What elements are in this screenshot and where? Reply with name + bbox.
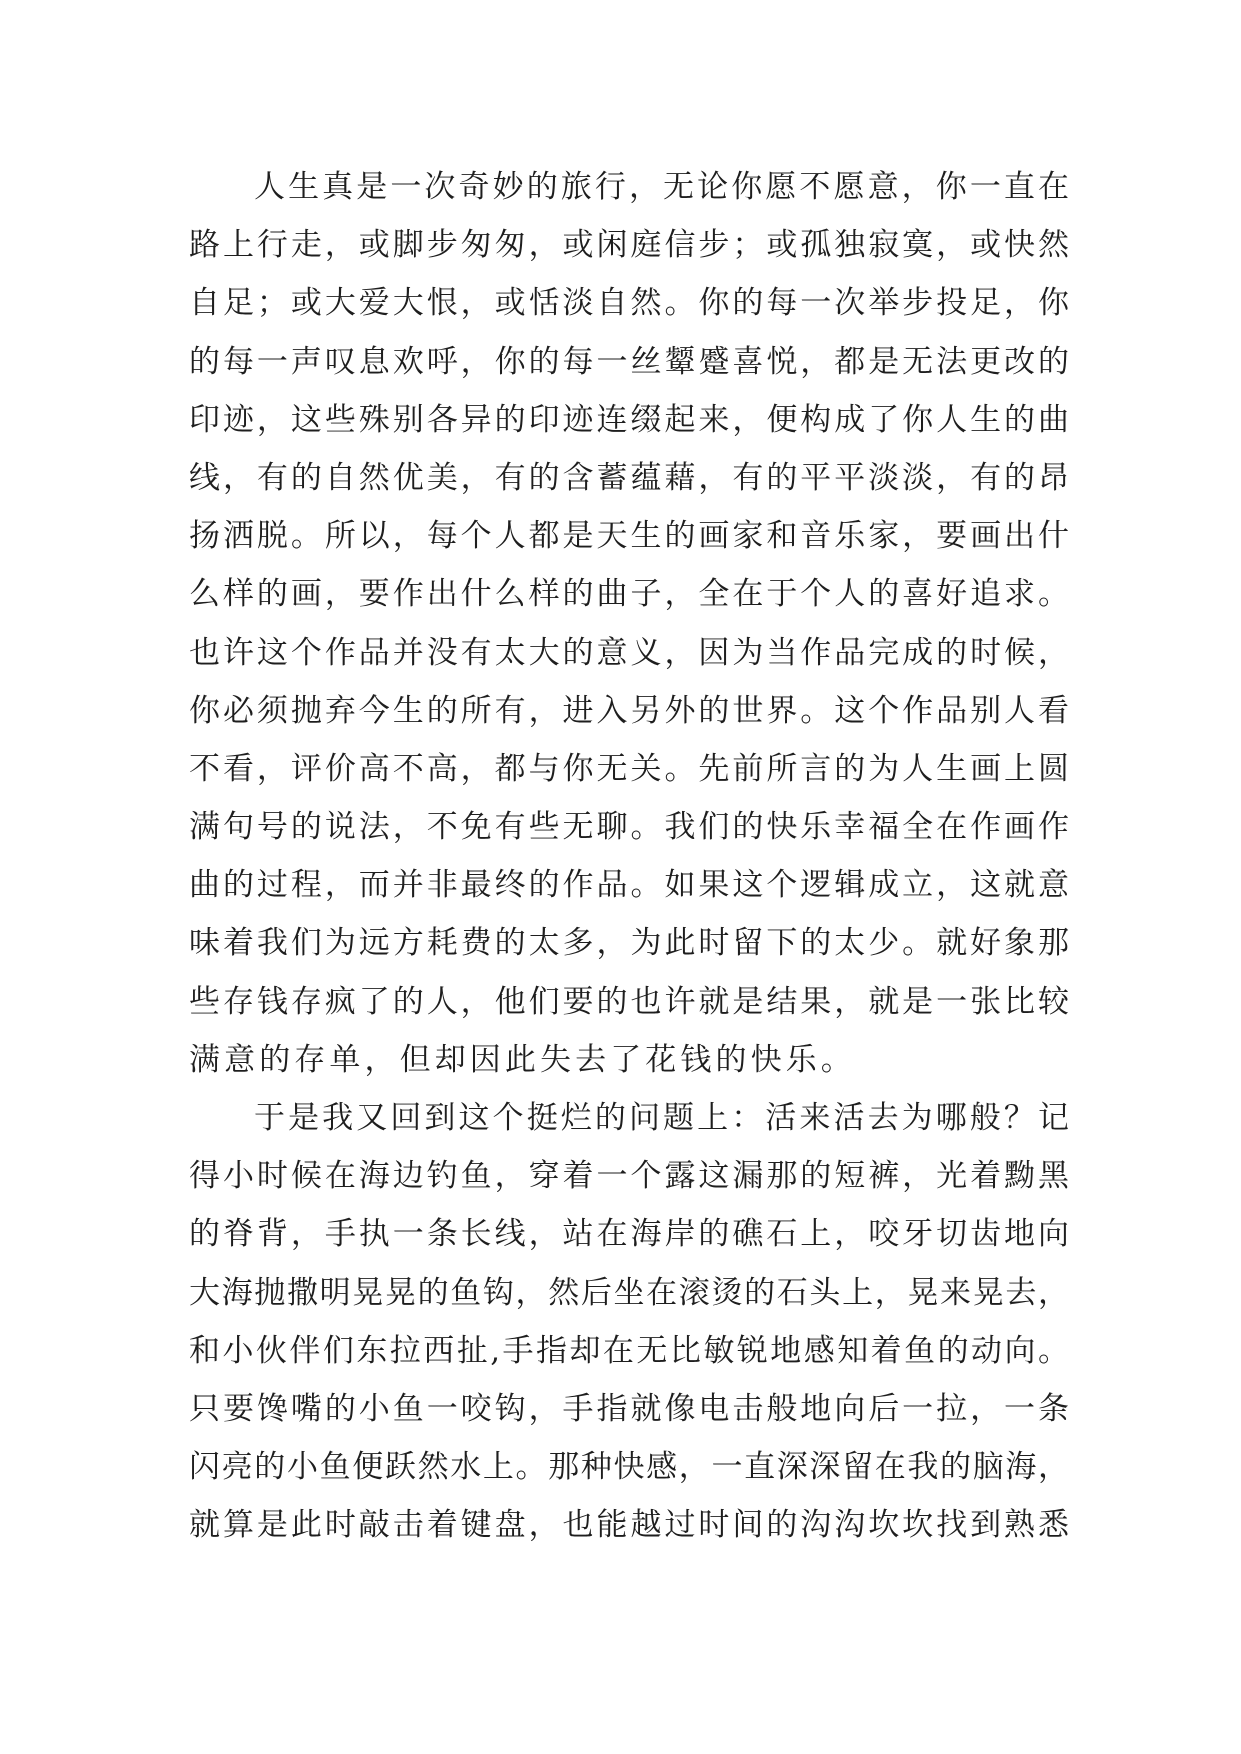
paragraph-1-line-5: 印迹，这些殊别各异的印迹连缀起来，便构成了你人生的曲 xyxy=(189,401,1069,438)
paragraph-2-line-3: 的脊背，手执一条长线，站在海岸的礁石上，咬牙切齿地向 xyxy=(189,1216,1069,1253)
paragraph-1-line-2: 路上行走，或脚步匆匆，或闲庭信步；或孤独寂寞，或快然 xyxy=(189,227,1069,264)
paragraph-1-line-12: 满句号的说法，不免有些无聊。我们的快乐幸福全在作画作 xyxy=(189,809,1069,846)
paragraph-1-line-13: 曲的过程，而并非最终的作品。如果这个逻辑成立，这就意 xyxy=(189,867,1069,904)
paragraph-2-line-4: 大海抛撒明晃晃的鱼钩，然后坐在滚烫的石头上，晃来晃去， xyxy=(189,1274,1069,1311)
paragraph-2-line-2: 得小时候在海边钓鱼，穿着一个露这漏那的短裤，光着黝黑 xyxy=(189,1158,1069,1195)
paragraph-1-line-16: 满意的存单，但却因此失去了花钱的快乐。 xyxy=(189,1041,856,1078)
paragraph-1-line-11: 不看，评价高不高，都与你无关。先前所言的为人生画上圆 xyxy=(189,750,1069,787)
paragraph-2-line-1: 于是我又回到这个挺烂的问题上：活来活去为哪般？记 xyxy=(254,1100,1069,1136)
paragraph-1-line-10: 你必须抛弃今生的所有，进入另外的世界。这个作品别人看 xyxy=(189,692,1069,729)
paragraph-1-line-6: 线，有的自然优美，有的含蓄蕴藉，有的平平淡淡，有的昂 xyxy=(189,459,1069,496)
paragraph-2-line-7: 闪亮的小鱼便跃然水上。那种快感，一直深深留在我的脑海， xyxy=(189,1449,1069,1486)
paragraph-1-line-1: 人生真是一次奇妙的旅行，无论你愿不愿意，你一直在 xyxy=(254,169,1069,205)
paragraph-1-line-9: 也许这个作品并没有太大的意义，因为当作品完成的时候， xyxy=(189,634,1069,671)
paragraph-2-line-5: 和小伙伴们东拉西扯,手指却在无比敏锐地感知着鱼的动向。 xyxy=(189,1332,1069,1369)
paragraph-1-line-8: 么样的画，要作出什么样的曲子，全在于个人的喜好追求。 xyxy=(189,576,1069,613)
paragraph-1-line-7: 扬洒脱。所以，每个人都是天生的画家和音乐家，要画出什 xyxy=(189,518,1069,555)
paragraph-1-line-4: 的每一声叹息欢呼，你的每一丝颦蹙喜悦，都是无法更改的 xyxy=(189,343,1069,380)
paragraph-2-line-8: 就算是此时敲击着键盘，也能越过时间的沟沟坎坎找到熟悉 xyxy=(189,1507,1069,1544)
paragraph-1-line-3: 自足；或大爱大恨，或恬淡自然。你的每一次举步投足，你 xyxy=(189,285,1069,322)
paragraph-1-line-15: 些存钱存疯了的人，他们要的也许就是结果，就是一张比较 xyxy=(189,983,1069,1020)
text-body xyxy=(189,158,1069,1555)
paragraph-1-line-14: 味着我们为远方耗费的太多，为此时留下的太少。就好象那 xyxy=(189,925,1069,962)
paragraph-2-line-6: 只要馋嘴的小鱼一咬钩，手指就像电击般地向后一拉，一条 xyxy=(189,1390,1069,1427)
